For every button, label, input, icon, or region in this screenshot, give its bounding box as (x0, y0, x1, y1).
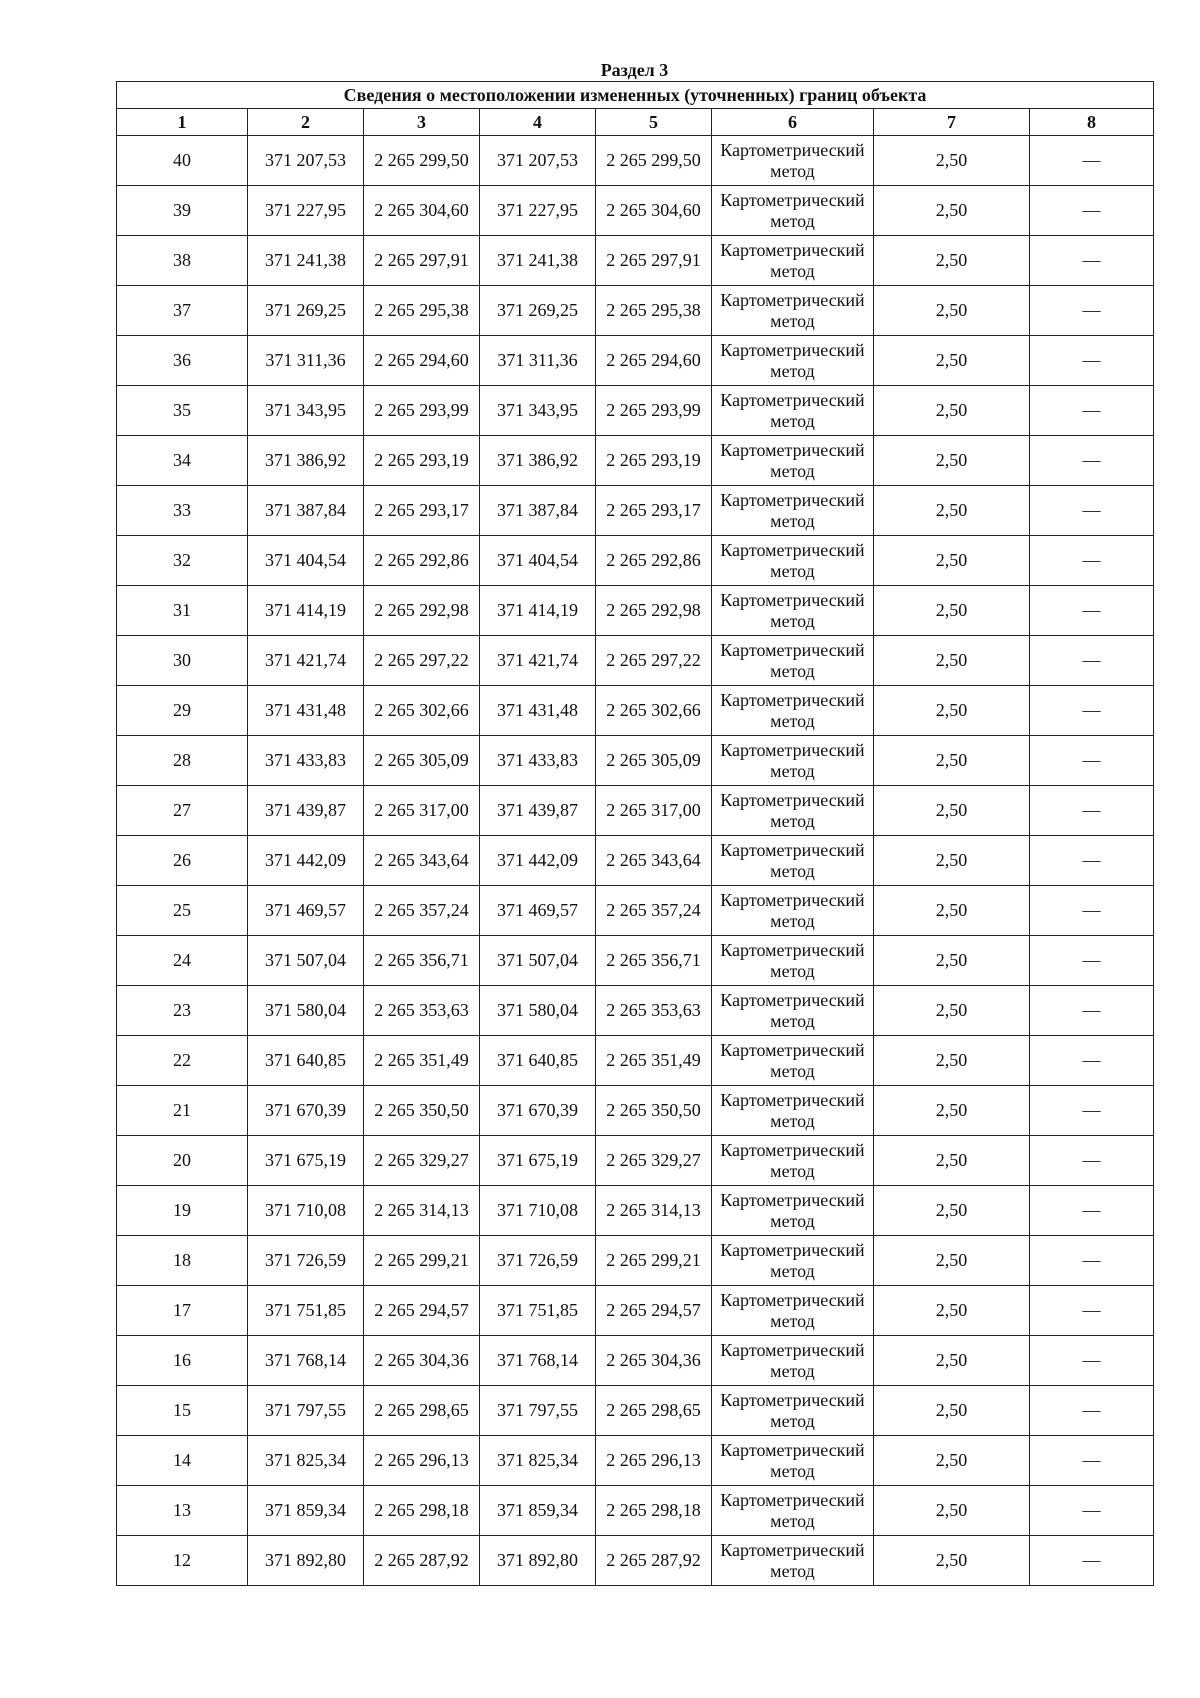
y-old-cell: 2 265 295,38 (364, 286, 480, 336)
method-cell: Картометрический метод (712, 636, 874, 686)
method-cell: Картометрический метод (712, 536, 874, 586)
x-new-cell: 371 469,57 (480, 886, 596, 936)
accuracy-cell: 2,50 (874, 936, 1030, 986)
accuracy-cell: 2,50 (874, 386, 1030, 436)
description-cell: — (1030, 336, 1154, 386)
column-number: 6 (712, 109, 874, 136)
x-old-cell: 371 892,80 (248, 1536, 364, 1586)
x-new-cell: 371 433,83 (480, 736, 596, 786)
x-new-cell: 371 670,39 (480, 1086, 596, 1136)
point-number-cell: 34 (117, 436, 248, 486)
method-cell: Картометрический метод (712, 186, 874, 236)
accuracy-cell: 2,50 (874, 736, 1030, 786)
description-cell: — (1030, 486, 1154, 536)
x-old-cell: 371 859,34 (248, 1486, 364, 1536)
table-row (117, 986, 1154, 1036)
table-row (117, 536, 1154, 586)
y-old-cell: 2 265 293,17 (364, 486, 480, 536)
table-body (117, 136, 1154, 1586)
y-new-cell: 2 265 298,65 (596, 1386, 712, 1436)
point-number-cell: 15 (117, 1386, 248, 1436)
y-new-cell: 2 265 299,21 (596, 1236, 712, 1286)
point-number-cell: 21 (117, 1086, 248, 1136)
description-cell: — (1030, 586, 1154, 636)
y-new-cell: 2 265 343,64 (596, 836, 712, 886)
x-old-cell: 371 421,74 (248, 636, 364, 686)
method-cell: Картометрический метод (712, 586, 874, 636)
method-cell: Картометрический метод (712, 1336, 874, 1386)
y-new-cell: 2 265 314,13 (596, 1186, 712, 1236)
accuracy-cell: 2,50 (874, 1136, 1030, 1186)
point-number-cell: 32 (117, 536, 248, 586)
x-old-cell: 371 311,36 (248, 336, 364, 386)
method-cell: Картометрический метод (712, 836, 874, 886)
table-row (117, 336, 1154, 386)
accuracy-cell: 2,50 (874, 1286, 1030, 1336)
boundary-coordinates-table (116, 81, 1154, 1586)
accuracy-cell: 2,50 (874, 686, 1030, 736)
description-cell: — (1030, 236, 1154, 286)
x-old-cell: 371 207,53 (248, 136, 364, 186)
description-cell: — (1030, 136, 1154, 186)
y-old-cell: 2 265 298,65 (364, 1386, 480, 1436)
column-number-row (117, 109, 1154, 136)
table-row (117, 1286, 1154, 1336)
x-new-cell: 371 207,53 (480, 136, 596, 186)
y-new-cell: 2 265 304,36 (596, 1336, 712, 1386)
column-number: 1 (117, 109, 248, 136)
x-new-cell: 371 387,84 (480, 486, 596, 536)
y-old-cell: 2 265 351,49 (364, 1036, 480, 1086)
column-number: 2 (248, 109, 364, 136)
y-old-cell: 2 265 287,92 (364, 1536, 480, 1586)
accuracy-cell: 2,50 (874, 1236, 1030, 1286)
y-old-cell: 2 265 297,91 (364, 236, 480, 286)
description-cell: — (1030, 286, 1154, 336)
accuracy-cell: 2,50 (874, 436, 1030, 486)
accuracy-cell: 2,50 (874, 1186, 1030, 1236)
table-row (117, 1386, 1154, 1436)
y-new-cell: 2 265 353,63 (596, 986, 712, 1036)
table-row (117, 486, 1154, 536)
point-number-cell: 12 (117, 1536, 248, 1586)
table-row (117, 1486, 1154, 1536)
accuracy-cell: 2,50 (874, 1086, 1030, 1136)
accuracy-cell: 2,50 (874, 986, 1030, 1036)
y-new-cell: 2 265 299,50 (596, 136, 712, 186)
table-row (117, 636, 1154, 686)
table-row (117, 386, 1154, 436)
y-new-cell: 2 265 317,00 (596, 786, 712, 836)
accuracy-cell: 2,50 (874, 636, 1030, 686)
description-cell: — (1030, 886, 1154, 936)
method-cell: Картометрический метод (712, 936, 874, 986)
accuracy-cell: 2,50 (874, 1036, 1030, 1086)
table-row (117, 136, 1154, 186)
y-old-cell: 2 265 294,57 (364, 1286, 480, 1336)
y-old-cell: 2 265 304,60 (364, 186, 480, 236)
table-row (117, 786, 1154, 836)
x-old-cell: 371 640,85 (248, 1036, 364, 1086)
x-old-cell: 371 269,25 (248, 286, 364, 336)
table-row (117, 1086, 1154, 1136)
y-new-cell: 2 265 294,60 (596, 336, 712, 386)
x-old-cell: 371 387,84 (248, 486, 364, 536)
method-cell: Картометрический метод (712, 736, 874, 786)
x-new-cell: 371 859,34 (480, 1486, 596, 1536)
column-number: 7 (874, 109, 1030, 136)
x-new-cell: 371 343,95 (480, 386, 596, 436)
x-new-cell: 371 710,08 (480, 1186, 596, 1236)
x-old-cell: 371 751,85 (248, 1286, 364, 1336)
table-row (117, 1036, 1154, 1086)
accuracy-cell: 2,50 (874, 586, 1030, 636)
method-cell: Картометрический метод (712, 886, 874, 936)
table-row (117, 186, 1154, 236)
accuracy-cell: 2,50 (874, 836, 1030, 886)
description-cell: — (1030, 1136, 1154, 1186)
accuracy-cell: 2,50 (874, 236, 1030, 286)
table-row (117, 1136, 1154, 1186)
y-old-cell: 2 265 343,64 (364, 836, 480, 886)
accuracy-cell: 2,50 (874, 886, 1030, 936)
point-number-cell: 24 (117, 936, 248, 986)
point-number-cell: 13 (117, 1486, 248, 1536)
y-old-cell: 2 265 329,27 (364, 1136, 480, 1186)
y-old-cell: 2 265 299,50 (364, 136, 480, 186)
point-number-cell: 31 (117, 586, 248, 636)
x-old-cell: 371 580,04 (248, 986, 364, 1036)
table-caption: Сведения о местоположении измененных (уточненных) границ объекта (117, 82, 1154, 109)
y-old-cell: 2 265 294,60 (364, 336, 480, 386)
table-row (117, 436, 1154, 486)
description-cell: — (1030, 1536, 1154, 1586)
section-title: Раздел 3 (600, 60, 669, 80)
point-number-cell: 28 (117, 736, 248, 786)
method-cell: Картометрический метод (712, 1536, 874, 1586)
accuracy-cell: 2,50 (874, 286, 1030, 336)
point-number-cell: 17 (117, 1286, 248, 1336)
x-new-cell: 371 640,85 (480, 1036, 596, 1086)
x-new-cell: 371 311,36 (480, 336, 596, 386)
method-cell: Картометрический метод (712, 1386, 874, 1436)
x-old-cell: 371 469,57 (248, 886, 364, 936)
table-row (117, 236, 1154, 286)
x-new-cell: 371 751,85 (480, 1286, 596, 1336)
point-number-cell: 27 (117, 786, 248, 836)
description-cell: — (1030, 1086, 1154, 1136)
x-new-cell: 371 439,87 (480, 786, 596, 836)
x-new-cell: 371 675,19 (480, 1136, 596, 1186)
x-new-cell: 371 227,95 (480, 186, 596, 236)
point-number-cell: 16 (117, 1336, 248, 1386)
table-row (117, 586, 1154, 636)
x-new-cell: 371 507,04 (480, 936, 596, 986)
x-old-cell: 371 439,87 (248, 786, 364, 836)
x-old-cell: 371 825,34 (248, 1436, 364, 1486)
point-number-cell: 22 (117, 1036, 248, 1086)
point-number-cell: 39 (117, 186, 248, 236)
description-cell: — (1030, 386, 1154, 436)
accuracy-cell: 2,50 (874, 186, 1030, 236)
accuracy-cell: 2,50 (874, 486, 1030, 536)
description-cell: — (1030, 536, 1154, 586)
y-new-cell: 2 265 292,98 (596, 586, 712, 636)
y-old-cell: 2 265 357,24 (364, 886, 480, 936)
y-old-cell: 2 265 304,36 (364, 1336, 480, 1386)
method-cell: Картометрический метод (712, 386, 874, 436)
description-cell: — (1030, 1186, 1154, 1236)
method-cell: Картометрический метод (712, 436, 874, 486)
y-new-cell: 2 265 292,86 (596, 536, 712, 586)
accuracy-cell: 2,50 (874, 1436, 1030, 1486)
y-old-cell: 2 265 302,66 (364, 686, 480, 736)
method-cell: Картометрический метод (712, 686, 874, 736)
x-new-cell: 371 431,48 (480, 686, 596, 736)
description-cell: — (1030, 936, 1154, 986)
method-cell: Картометрический метод (712, 286, 874, 336)
x-old-cell: 371 404,54 (248, 536, 364, 586)
description-cell: — (1030, 836, 1154, 886)
method-cell: Картометрический метод (712, 1486, 874, 1536)
table-row (117, 286, 1154, 336)
x-old-cell: 371 386,92 (248, 436, 364, 486)
x-new-cell: 371 414,19 (480, 586, 596, 636)
description-cell: — (1030, 1436, 1154, 1486)
point-number-cell: 25 (117, 886, 248, 936)
x-old-cell: 371 768,14 (248, 1336, 364, 1386)
method-cell: Картометрический метод (712, 136, 874, 186)
description-cell: — (1030, 736, 1154, 786)
table-row (117, 836, 1154, 886)
x-new-cell: 371 404,54 (480, 536, 596, 586)
x-new-cell: 371 386,92 (480, 436, 596, 486)
y-old-cell: 2 265 293,99 (364, 386, 480, 436)
table-row (117, 686, 1154, 736)
y-new-cell: 2 265 356,71 (596, 936, 712, 986)
x-old-cell: 371 507,04 (248, 936, 364, 986)
y-new-cell: 2 265 294,57 (596, 1286, 712, 1336)
column-number: 5 (596, 109, 712, 136)
y-old-cell: 2 265 314,13 (364, 1186, 480, 1236)
accuracy-cell: 2,50 (874, 136, 1030, 186)
method-cell: Картометрический метод (712, 1136, 874, 1186)
description-cell: — (1030, 186, 1154, 236)
point-number-cell: 37 (117, 286, 248, 336)
x-new-cell: 371 726,59 (480, 1236, 596, 1286)
accuracy-cell: 2,50 (874, 1386, 1030, 1436)
y-new-cell: 2 265 302,66 (596, 686, 712, 736)
x-old-cell: 371 227,95 (248, 186, 364, 236)
point-number-cell: 23 (117, 986, 248, 1036)
x-new-cell: 371 892,80 (480, 1536, 596, 1586)
description-cell: — (1030, 1386, 1154, 1436)
description-cell: — (1030, 986, 1154, 1036)
point-number-cell: 19 (117, 1186, 248, 1236)
x-old-cell: 371 670,39 (248, 1086, 364, 1136)
column-number: 8 (1030, 109, 1154, 136)
method-cell: Картометрический метод (712, 236, 874, 286)
y-new-cell: 2 265 304,60 (596, 186, 712, 236)
y-old-cell: 2 265 350,50 (364, 1086, 480, 1136)
table-row (117, 1336, 1154, 1386)
point-number-cell: 40 (117, 136, 248, 186)
table-row (117, 1186, 1154, 1236)
point-number-cell: 30 (117, 636, 248, 686)
accuracy-cell: 2,50 (874, 1486, 1030, 1536)
description-cell: — (1030, 436, 1154, 486)
y-new-cell: 2 265 293,17 (596, 486, 712, 536)
description-cell: — (1030, 786, 1154, 836)
x-old-cell: 371 710,08 (248, 1186, 364, 1236)
method-cell: Картометрический метод (712, 1086, 874, 1136)
table-caption-row (117, 82, 1154, 109)
y-new-cell: 2 265 297,22 (596, 636, 712, 686)
description-cell: — (1030, 1236, 1154, 1286)
y-new-cell: 2 265 357,24 (596, 886, 712, 936)
table-row (117, 1436, 1154, 1486)
x-old-cell: 371 797,55 (248, 1386, 364, 1436)
y-old-cell: 2 265 297,22 (364, 636, 480, 686)
description-cell: — (1030, 636, 1154, 686)
method-cell: Картометрический метод (712, 1186, 874, 1236)
description-cell: — (1030, 1286, 1154, 1336)
method-cell: Картометрический метод (712, 486, 874, 536)
column-number: 3 (364, 109, 480, 136)
x-new-cell: 371 421,74 (480, 636, 596, 686)
method-cell: Картометрический метод (712, 1436, 874, 1486)
y-new-cell: 2 265 329,27 (596, 1136, 712, 1186)
accuracy-cell: 2,50 (874, 536, 1030, 586)
x-new-cell: 371 442,09 (480, 836, 596, 886)
description-cell: — (1030, 686, 1154, 736)
table-row (117, 1236, 1154, 1286)
y-old-cell: 2 265 293,19 (364, 436, 480, 486)
y-old-cell: 2 265 292,98 (364, 586, 480, 636)
x-new-cell: 371 797,55 (480, 1386, 596, 1436)
y-new-cell: 2 265 351,49 (596, 1036, 712, 1086)
point-number-cell: 14 (117, 1436, 248, 1486)
x-new-cell: 371 768,14 (480, 1336, 596, 1386)
y-new-cell: 2 265 305,09 (596, 736, 712, 786)
x-old-cell: 371 431,48 (248, 686, 364, 736)
x-old-cell: 371 442,09 (248, 836, 364, 886)
y-old-cell: 2 265 292,86 (364, 536, 480, 586)
x-old-cell: 371 433,83 (248, 736, 364, 786)
y-old-cell: 2 265 298,18 (364, 1486, 480, 1536)
x-old-cell: 371 675,19 (248, 1136, 364, 1186)
x-new-cell: 371 580,04 (480, 986, 596, 1036)
x-new-cell: 371 241,38 (480, 236, 596, 286)
table-row (117, 1536, 1154, 1586)
accuracy-cell: 2,50 (874, 1336, 1030, 1386)
column-number: 4 (480, 109, 596, 136)
method-cell: Картометрический метод (712, 986, 874, 1036)
x-old-cell: 371 343,95 (248, 386, 364, 436)
y-old-cell: 2 265 296,13 (364, 1436, 480, 1486)
y-new-cell: 2 265 350,50 (596, 1086, 712, 1136)
point-number-cell: 20 (117, 1136, 248, 1186)
description-cell: — (1030, 1336, 1154, 1386)
y-old-cell: 2 265 317,00 (364, 786, 480, 836)
x-old-cell: 371 414,19 (248, 586, 364, 636)
point-number-cell: 26 (117, 836, 248, 886)
x-new-cell: 371 269,25 (480, 286, 596, 336)
y-new-cell: 2 265 295,38 (596, 286, 712, 336)
table-row (117, 736, 1154, 786)
description-cell: — (1030, 1036, 1154, 1086)
method-cell: Картометрический метод (712, 786, 874, 836)
y-new-cell: 2 265 298,18 (596, 1486, 712, 1536)
y-new-cell: 2 265 293,99 (596, 386, 712, 436)
method-cell: Картометрический метод (712, 1286, 874, 1336)
table-row (117, 886, 1154, 936)
method-cell: Картометрический метод (712, 1236, 874, 1286)
point-number-cell: 29 (117, 686, 248, 736)
accuracy-cell: 2,50 (874, 1536, 1030, 1586)
accuracy-cell: 2,50 (874, 786, 1030, 836)
accuracy-cell: 2,50 (874, 336, 1030, 386)
x-new-cell: 371 825,34 (480, 1436, 596, 1486)
x-old-cell: 371 726,59 (248, 1236, 364, 1286)
method-cell: Картометрический метод (712, 336, 874, 386)
method-cell: Картометрический метод (712, 1036, 874, 1086)
y-old-cell: 2 265 305,09 (364, 736, 480, 786)
y-new-cell: 2 265 287,92 (596, 1536, 712, 1586)
point-number-cell: 36 (117, 336, 248, 386)
table-row (117, 936, 1154, 986)
x-old-cell: 371 241,38 (248, 236, 364, 286)
point-number-cell: 38 (117, 236, 248, 286)
point-number-cell: 33 (117, 486, 248, 536)
y-new-cell: 2 265 297,91 (596, 236, 712, 286)
y-old-cell: 2 265 353,63 (364, 986, 480, 1036)
point-number-cell: 18 (117, 1236, 248, 1286)
y-old-cell: 2 265 299,21 (364, 1236, 480, 1286)
point-number-cell: 35 (117, 386, 248, 436)
y-new-cell: 2 265 296,13 (596, 1436, 712, 1486)
y-new-cell: 2 265 293,19 (596, 436, 712, 486)
description-cell: — (1030, 1486, 1154, 1536)
y-old-cell: 2 265 356,71 (364, 936, 480, 986)
